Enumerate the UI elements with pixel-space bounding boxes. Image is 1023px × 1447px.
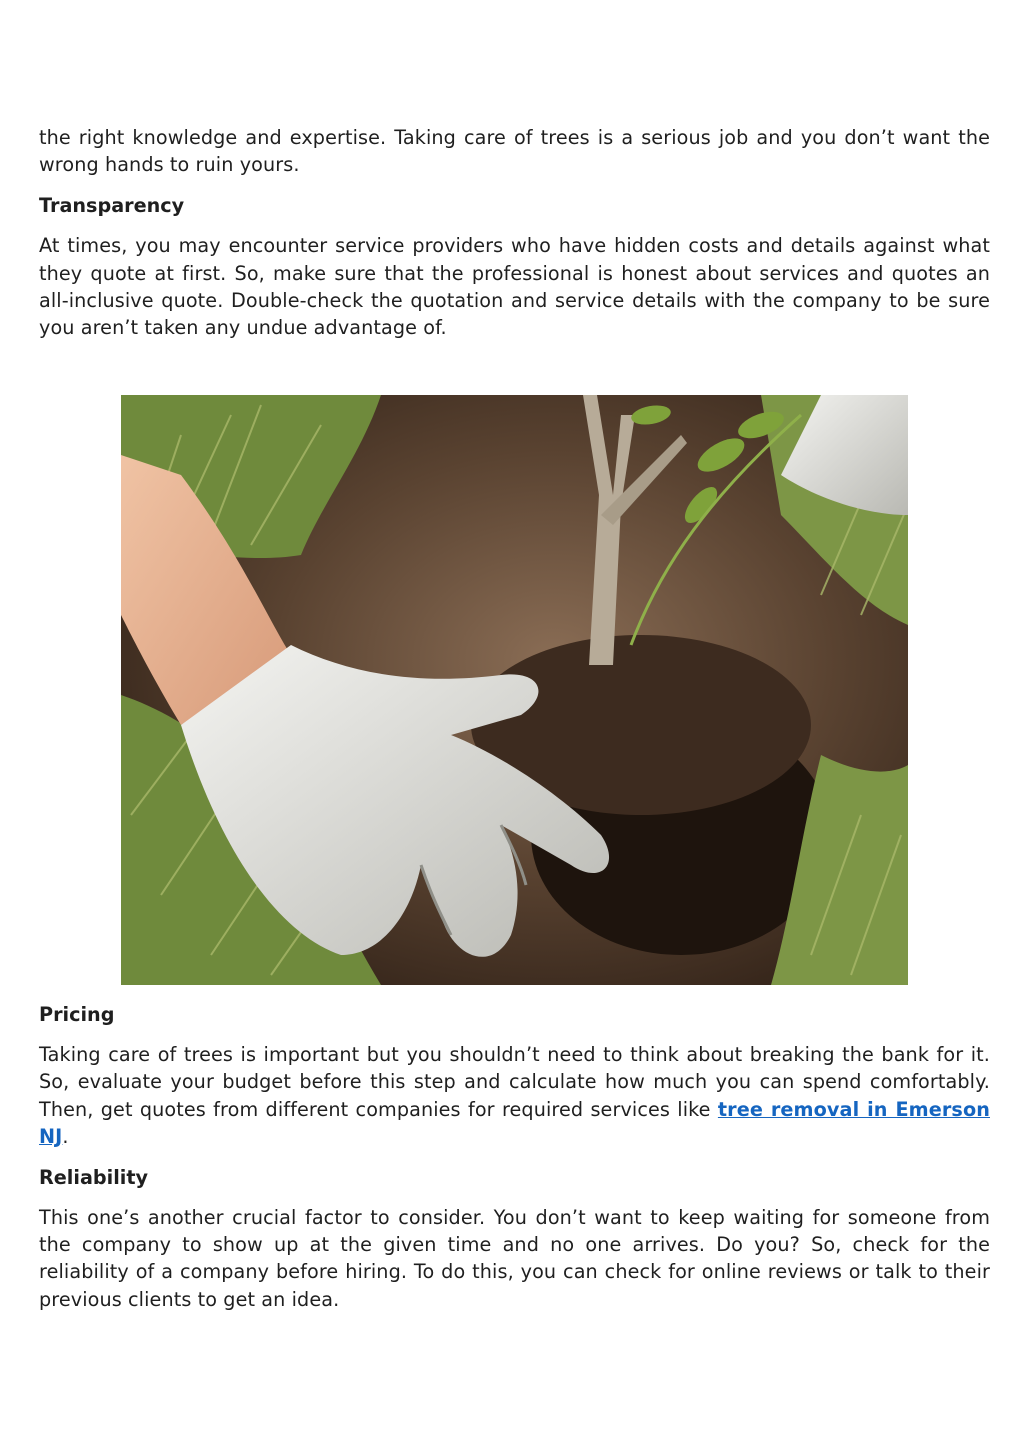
- pricing-heading: Pricing: [39, 1003, 115, 1027]
- reliability-paragraph: This one’s another crucial factor to consider. You don’t want to keep waiting for someone from the company to show up at the given time and no one arrives. Do you? So, check for the reliability of a company before hiring. To do this, you can check for online reviews or talk to their previous clients to get an idea.: [39, 1206, 990, 1311]
- reliability-heading: Reliability: [39, 1166, 149, 1190]
- planting-photo-illustration: [121, 395, 908, 985]
- intro-paragraph: the right knowledge and expertise. Taking care of trees is a serious job and you don’t want the wrong hands to ruin yours.: [39, 126, 990, 177]
- planting-photo: [121, 395, 908, 985]
- pricing-text: Taking care of trees is important but you shouldn’t need to think about breaking the bank for it. So, evaluate your budget before this step and calculate how much you can spend comfortably. Then, get quotes from different companies for required services like: [39, 1043, 990, 1121]
- transparency-paragraph: At times, you may encounter service providers who have hidden costs and details against what they quote at first. So, make sure that the professional is honest about services and quotes an all-inclusive quote. Double-check the quotation and service details with the company to be sure you aren’t taken any undue advantage of.: [39, 234, 990, 340]
- pricing-paragraph: [39, 1041, 990, 1150]
- pricing-text-end: .: [62, 1124, 69, 1148]
- tree-removal-link[interactable]: tree removal in Emerson NJ: [39, 1097, 990, 1148]
- transparency-heading: Transparency: [39, 194, 185, 218]
- document-page: [39, 124, 990, 1313]
